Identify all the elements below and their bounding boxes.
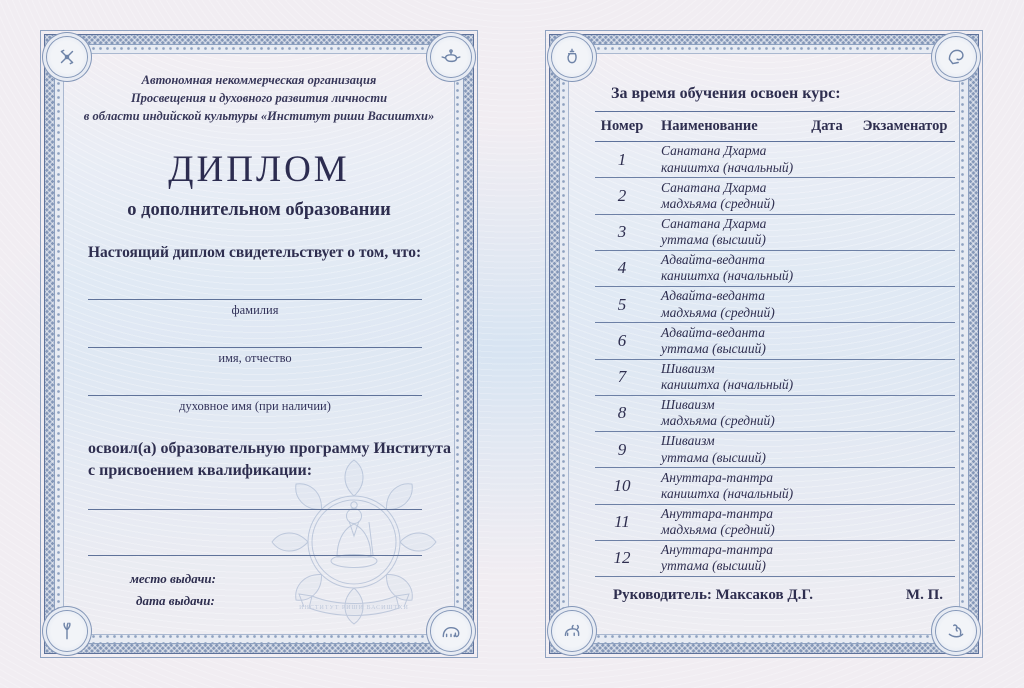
corner-medallion [47,37,87,77]
spiritual-name-field [88,395,422,414]
qualification-line-1 [88,509,422,510]
course-table-row [595,468,955,504]
course-name-cell [649,506,799,538]
course-table-rows [595,142,955,577]
corner-medallion [552,37,592,77]
watermark-banner-text: ИНСТИТУТ РИШИ ВАСИШТХИ [299,605,409,611]
elephant-icon [440,620,462,642]
surname-label: фамилия [231,303,279,317]
course-name: Ануттара-тантра [661,542,773,558]
program-line: освоил(а) образовательную программу Института [88,440,452,457]
course-name-cell [649,361,799,393]
course-name-cell [649,325,799,357]
course-level: каништха (начальный) [661,377,794,393]
watermark-ring-inner [312,500,396,584]
course-number: 4 [617,258,627,278]
course-level: каништха (начальный) [661,159,794,175]
course-heading: За время обучения освоен курс: [611,85,841,102]
course-number: 3 [617,222,627,242]
course-level: каништха (начальный) [661,268,794,284]
course-number: 1 [617,149,627,169]
course-name-cell [649,470,799,502]
diploma-right-page [545,30,983,658]
course-name: Адвайта-веданта [661,288,765,304]
course-table-row [595,432,955,468]
course-number: 12 [613,548,631,568]
course-table [595,111,955,577]
course-level: мадхьяма (средний) [661,304,775,320]
course-number: 5 [617,294,627,314]
course-name: Ануттара-тантра [661,505,773,521]
certify-statement: Настоящий диплом свидетельствует о том, что: [88,244,422,261]
organization-line: Просвещения и духовного развития личности [130,90,388,105]
course-level: мадхьяма (средний) [661,195,775,211]
course-table-header [595,111,955,142]
organization-name [64,72,454,125]
crossed-axes-icon [56,46,78,68]
diploma-title: ДИПЛОМ [168,149,350,190]
course-level: уттама (высший) [661,449,766,465]
course-number: 6 [617,330,627,350]
course-number: 8 [617,403,627,423]
course-level: уттама (высший) [661,232,766,248]
organization-line: Автономная некоммерческая организация [141,73,377,87]
diploma-left-page [40,30,478,658]
course-table-row [595,505,955,541]
course-name-cell [649,397,799,429]
column-header-name: Наименование [661,118,758,134]
course-level: мадхьяма (средний) [661,413,775,429]
course-number: 7 [617,367,627,387]
course-name: Шиваизм [661,360,715,376]
course-name: Санатана Дхарма [661,215,767,231]
course-name-cell [649,252,799,284]
course-table-row [595,178,955,214]
oil-lamp-icon [440,46,462,68]
course-table-row [595,396,955,432]
course-name-cell [649,542,799,574]
course-name-cell [649,288,799,320]
head-signature: Руководитель: Максаков Д.Г. [613,587,814,603]
course-number: 11 [614,512,630,532]
course-name: Шиваизм [661,397,715,413]
date-of-issue-label: дата выдачи: [136,593,215,608]
course-level: каништха (начальный) [661,485,794,501]
spiritual-name-label: духовное имя (при наличии) [179,399,331,413]
qualification-line-2 [88,555,422,556]
left-page-content [63,53,455,635]
swan-icon [945,620,967,642]
course-name: Адвайта-веданта [661,324,765,340]
conch-shell-icon [945,46,967,68]
kalasha-pot-icon [561,46,583,68]
blank-rule [88,509,422,510]
course-level: мадхьяма (средний) [661,522,775,538]
course-name-cell [649,143,799,175]
ornamental-border-band [44,34,474,654]
course-level: уттама (высший) [661,558,766,574]
course-table-row [595,215,955,251]
course-name-cell [649,180,799,212]
course-name: Адвайта-веданта [661,252,765,268]
right-page-content [568,53,960,635]
lotus-petals [272,460,436,624]
program-statement [88,438,451,481]
nandi-bull-icon [561,620,583,642]
place-of-issue-label: место выдачи: [130,571,216,586]
organization-line: в области индийской культуры «Институт риши Васиштхи» [83,108,435,123]
corner-medallion [47,611,87,651]
course-table-row [595,360,955,396]
diploma-subtitle: о дополнительном образовании [127,200,391,220]
name-patronymic-label: имя, отчество [218,351,292,365]
column-header-examiner: Экзаменатор [862,118,948,134]
corner-medallion [936,611,976,651]
corner-medallion [552,611,592,651]
course-table-row [595,323,955,359]
column-header-number: Номер [600,118,644,134]
name-patronymic-field [88,347,422,366]
corner-medallion [431,37,471,77]
course-number: 2 [617,185,627,205]
diploma-footer [595,587,955,604]
program-line: с присвоением квалификации: [88,461,313,479]
course-number: 9 [617,439,627,459]
course-name: Ануттара-тантра [661,469,773,485]
surname-field [88,299,422,318]
column-header-date: Дата [811,118,843,134]
course-name: Санатана Дхарма [661,179,767,195]
course-name-cell [649,433,799,465]
corner-medallion [936,37,976,77]
course-table-row [595,142,955,178]
seated-rishi-figure [331,502,377,568]
corner-medallion [431,611,471,651]
course-level: уттама (высший) [661,340,766,356]
blank-rule [88,555,422,556]
course-name: Шиваизм [661,433,715,449]
course-table-row [595,287,955,323]
course-name-cell [649,216,799,248]
ornamental-border-band [549,34,979,654]
course-number: 10 [613,475,631,495]
course-name: Санатана Дхарма [661,143,767,159]
course-table-row [595,541,955,577]
seal-placeholder: М. П. [905,587,943,603]
inner-lace-border [559,44,969,644]
course-table-row [595,251,955,287]
inner-lace-border [54,44,464,644]
fly-whisk-icon [56,620,78,642]
